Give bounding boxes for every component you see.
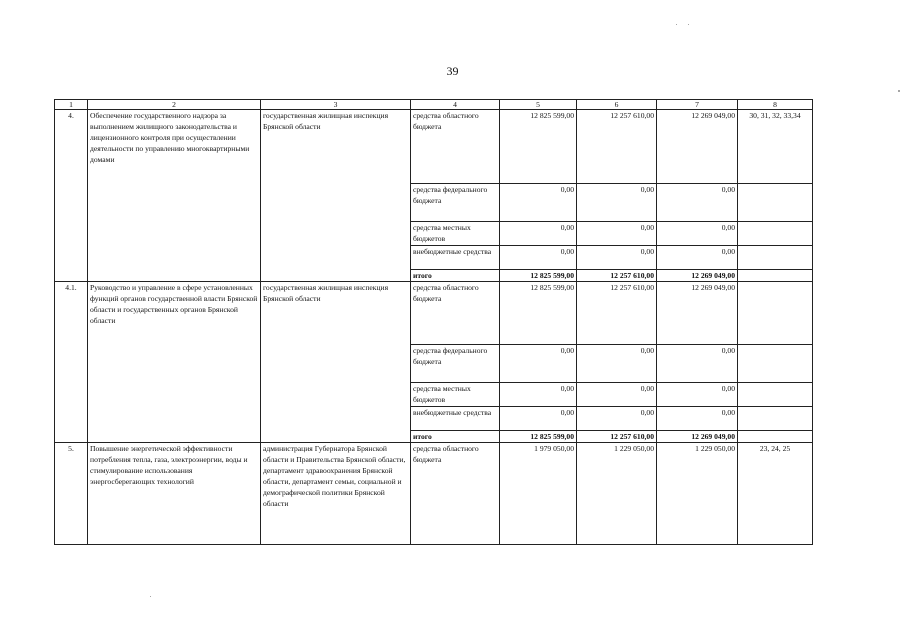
- value-cell: 1 229 050,00: [577, 443, 657, 545]
- value-cell: 0,00: [657, 383, 738, 407]
- funding-source: средства местных бюджетов: [411, 383, 500, 407]
- table-header-row: [55, 100, 813, 110]
- value-cell: 0,00: [657, 222, 738, 246]
- funding-source: средства федерального бюджета: [411, 345, 500, 383]
- table-row: [55, 443, 813, 545]
- empty-cell: [738, 407, 813, 431]
- value-cell: 0,00: [657, 246, 738, 270]
- page-number: 39: [446, 64, 459, 78]
- funding-source: итого: [411, 431, 500, 443]
- executor: государственная жилищная инспекция Брянской области: [261, 110, 411, 282]
- indicator-codes: 23, 24, 25: [738, 443, 813, 545]
- scan-speck: [150, 596, 151, 597]
- value-cell: 0,00: [500, 246, 577, 270]
- value-cell: 0,00: [500, 383, 577, 407]
- scan-speck: [898, 90, 900, 92]
- value-cell: 0,00: [577, 184, 657, 222]
- value-cell: 12 269 049,00: [657, 282, 738, 345]
- activity-name: Обеспечение государственного надзора за выполнением жилищного законодательства и лицензионного контроля при осуществлении деятельности по управлению многоквартирными домами: [88, 110, 261, 282]
- value-cell: 1 979 050,00: [500, 443, 577, 545]
- value-cell: 0,00: [500, 184, 577, 222]
- value-cell: 12 257 610,00: [577, 282, 657, 345]
- funding-source: средства областного бюджета: [411, 110, 500, 184]
- indicator-codes: 30, 31, 32, 33,34: [738, 110, 813, 184]
- value-cell: 12 257 610,00: [577, 110, 657, 184]
- table-row: [55, 110, 813, 184]
- empty-cell: [738, 345, 813, 383]
- funding-source: внебюджетные средства: [411, 407, 500, 431]
- executor: государственная жилищная инспекция Брянской области: [261, 282, 411, 443]
- executor: администрация Губернатора Брянской области и Правительства Брянской области, департамент здравоохранения Брянской области, департамент семьи, социальной и демографической политики Брянской области: [261, 443, 411, 545]
- value-cell: 0,00: [657, 345, 738, 383]
- value-cell: 0,00: [500, 407, 577, 431]
- value-cell: 0,00: [577, 246, 657, 270]
- scan-speck: [676, 24, 677, 25]
- budget-table: [54, 99, 813, 545]
- value-cell: 12 269 049,00: [657, 110, 738, 184]
- value-cell: 12 825 599,00: [500, 282, 577, 345]
- value-cell: 1 229 050,00: [657, 443, 738, 545]
- scan-speck: [688, 24, 689, 25]
- column-header: 2: [88, 100, 261, 110]
- empty-cell: [738, 184, 813, 222]
- row-number: 5.: [55, 443, 88, 545]
- column-header: 6: [577, 100, 657, 110]
- indicator-codes: [738, 282, 813, 345]
- column-header: 4: [411, 100, 500, 110]
- funding-source: средства областного бюджета: [411, 282, 500, 345]
- value-cell: 12 257 610,00: [577, 431, 657, 443]
- table-row: [55, 282, 813, 345]
- funding-source: средства федерального бюджета: [411, 184, 500, 222]
- funding-source: средства областного бюджета: [411, 443, 500, 545]
- value-cell: 0,00: [577, 407, 657, 431]
- value-cell: 12 825 599,00: [500, 110, 577, 184]
- value-cell: 12 269 049,00: [657, 431, 738, 443]
- empty-cell: [738, 431, 813, 443]
- value-cell: 0,00: [500, 345, 577, 383]
- column-header: 3: [261, 100, 411, 110]
- column-header: 5: [500, 100, 577, 110]
- row-number: 4.1.: [55, 282, 88, 443]
- value-cell: 12 825 599,00: [500, 431, 577, 443]
- activity-name: Руководство и управление в сфере установленных функций органов государственной власти Брянской области и государственных органов Брянской области: [88, 282, 261, 443]
- value-cell: 0,00: [577, 383, 657, 407]
- funding-source: итого: [411, 270, 500, 282]
- value-cell: 0,00: [657, 184, 738, 222]
- row-number: 4.: [55, 110, 88, 282]
- funding-source: средства местных бюджетов: [411, 222, 500, 246]
- activity-name: Повышение энергетической эффективности потребления тепла, газа, электроэнергии, воды и стимулирование использования энергосберегающих технологий: [88, 443, 261, 545]
- column-header: 7: [657, 100, 738, 110]
- value-cell: 12 257 610,00: [577, 270, 657, 282]
- value-cell: 0,00: [500, 222, 577, 246]
- value-cell: 12 269 049,00: [657, 270, 738, 282]
- empty-cell: [738, 270, 813, 282]
- funding-source: внебюджетные средства: [411, 246, 500, 270]
- empty-cell: [738, 222, 813, 246]
- value-cell: 0,00: [577, 345, 657, 383]
- value-cell: 0,00: [657, 407, 738, 431]
- column-header: 1: [55, 100, 88, 110]
- empty-cell: [738, 246, 813, 270]
- empty-cell: [738, 383, 813, 407]
- value-cell: 12 825 599,00: [500, 270, 577, 282]
- value-cell: 0,00: [577, 222, 657, 246]
- column-header: 8: [738, 100, 813, 110]
